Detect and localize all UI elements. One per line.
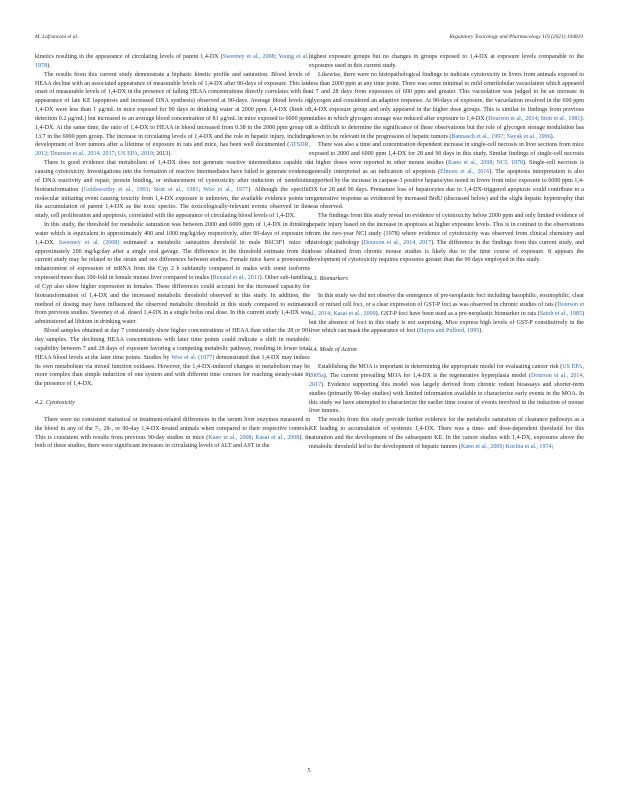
citation-link[interactable]: Nayak et al., 1996 <box>506 133 551 140</box>
paragraph-text: ; <box>274 54 279 60</box>
paragraph-text: ) but the absence of foci in this study is not surprising. Mice express high levels of GST-P constitutively in the liver which can mask the appearance of foci ( <box>309 310 584 335</box>
left-column <box>35 53 310 451</box>
paragraph-text: The results from this study provide further evidence for the metabolic saturation of clearance pathways as a KE leading to accumulation of systemic 1,4-DX. There was a time- and dose-dependent threshold for this saturation and the development of the subsequent KE. In the cancer studies with 1,4-DX, exposures above the metabolic threshold led to the development of hepatic tumors ( <box>309 417 584 450</box>
paragraph-text: demonstrated that 1,4-DX may induce its own metabolism via mixed function oxidases. However, the 1,4-DX-induced changes in metabolism may be more complex than simple induction of one system and with different time courses for reaching steady-state in the presence of 1,4-DX. <box>35 354 310 388</box>
paragraph-text: ). The current prevailing MOA for 1,4-DX is the regenerative hyperplasia model ( <box>323 373 531 379</box>
paragraph <box>35 221 310 327</box>
paragraph <box>35 71 310 159</box>
section-heading: 4.4. Mode of Action <box>309 347 357 354</box>
running-header-journal: Regulatory Toxicology and Pharmacology 119 (2021) 104819 <box>449 34 583 40</box>
right-column <box>309 53 584 452</box>
paragraph-text: ; <box>502 443 506 450</box>
paragraph-text: ). Other sub-families of Cyp also show higher expression in females. These differences could account for the increased capacity for biotransformation of 1,4-DX and the increased metabolic threshold observed in this study. In addition, the method of dosing may have influenced the observed metabolic threshold in this study compared to estimates from previous studies. Sweeney et al. dosed 1,4-DX in a single bolus oral dose. In this current study 1,4-DX was administered ad libitum in drinking water. <box>35 275 310 326</box>
citation-link[interactable]: Sweeney et al., 2008 <box>222 54 275 60</box>
citation-link[interactable]: Kociba et al., 1974 <box>505 443 552 450</box>
citation-link[interactable]: US EPA, 2005a <box>309 364 584 379</box>
citation-link[interactable]: Woo et al. (1977) <box>171 354 215 361</box>
paragraph-text: ). <box>47 62 51 69</box>
paragraph-text: Blood samples obtained at day 7 consistently show higher concentrations of HEAA than either the 28 or 90-day samples. The declining HEAA concentrations with later time points could indicate a shift in metabolic capability between 7 and 28 days of exposure favoring a competing metabolic pathway, resulting in lower total HEAA blood levels at the later time points. Studies by <box>35 328 310 361</box>
citation-link[interactable]: Kasai et al., 2008 <box>255 434 300 441</box>
paragraph-text: ). Evidence supporting this model was largely derived from chronic rodent bioassays and shorter-term studies (primarily 90-day studies) with limited information available to characterize early events in the MOA. In this study we have attempted to characterize the earlier time course of events involved in the induction of mouse liver tumors. <box>309 381 584 415</box>
paragraph-text: ). Although the specific molecular initiating event causing toxicity from 1,4-DX exposure is unknown, the available evidence points to the accumulation of parent 1,4-DX as the toxic species. The toxicologically-relevant events observed in this study, cell proliferation and apoptosis, correlated with the appearance of circulating blood levels of 1,4-DX. <box>35 186 310 220</box>
paragraph-text: In this study we did not observe the emergence of pre-neoplastic foci including basophilic, eosinophilic, clear cell or mixed cell foci, or a clear expression of GST-P foci as was observed in chronic studies of rats ( <box>309 293 584 308</box>
paragraph-text: The results from this current study demonstrate a biphasic kinetic profile and saturation. Blood levels of HEAA decline with an associated appearance of measurable levels of 1,4-DX after 90-days of exposure. This late onset of measurable levels of 1,4-DX in the presence of falling HEAA concentrations directly correlates with the appearance of late KE (apoptosis and increased DNA synthesis) observed at 90-days. Average blood levels of 1,4-DX were less than 1 μg/mL in mice exposed for 90 days in drinking water at 2000 ppm 1,4-DX (limit of detection 0.2 μg/mL) but increased to an average blood concentration of 81 μg/mL in mice exposed to 6000 ppm 1,4-DX. At the same time, the ratio of 1,4-DX to HEAA in blood increased from 0.38 in the 2000 ppm group to 13.7 in the 6000 ppm group. The increase in circulating levels of 1,4-DX and the role in hepatic injury, including development of liver tumors after a lifetime of exposure in rats and mice, has been well documented ( <box>35 71 310 149</box>
paragraph-text: kinetics resulting in the appearance of circulating levels of parent 1,4-DX ( <box>35 54 223 60</box>
page-number: 5 <box>307 768 311 774</box>
paragraph-text: There was also a time and concentration dependent increase in single-cell necrosis in liver sections from mice exposed to 2000 and 6000 ppm 1,4-DX for 28 and 90 days in this study. Similar findings of single-cell necrosis at higher doses were reported in other mouse studies ( <box>309 142 584 167</box>
section-heading: 4.3. Biomarkers <box>309 276 348 283</box>
section-heading: 4.2. Cytotoxicity <box>35 400 75 407</box>
paragraph-text: In this study, the threshold for metabolic saturation was between 2000 and 6000 ppm of 1,4-DX in drinking water which is equivalent to approximately 400 and 1000 mg/kg/day respectively, after 90-days of exposure to 1,4-DX. <box>35 222 310 246</box>
paragraph-text: ). <box>479 328 483 335</box>
paragraph-text: estimated a metabolic saturation threshold in male B6C3F1 mice of approximately 200 mg/kg/day after a single oral gavage. The difference in the threshold estimate from this current study may be related to the strain and sex differences between studies. Female mice have a pronounced enhancement of expression of mRNA from the Cyp 2 b subfamily compared to males with some isoforms expressed more than 100-fold in female mouse liver compared to males ( <box>35 239 310 282</box>
paragraph-text: ). The apoptosis interpretation is also supported by the increase in caspase-3 positive hepatocytes noted in livers from mice exposure to 6000 ppm 1,4-DX for 28 and 90 days. Premature loss of hepatocytes due to 1,4-DX-triggered apoptosis could contribute to a regenerative response as evidenced by increased BrdU (discussed below) and the slight hepatic hypertrophy that was observed. <box>309 168 584 211</box>
running-header-authors: M. Lafranconi et al. <box>35 34 79 40</box>
paragraph-text: ; <box>47 151 51 158</box>
paragraph <box>35 159 310 221</box>
paragraph-text: highest exposure groups but no changes in groups exposed to 1,4-DX at exposure levels comparable to the exposures used in this current study. <box>309 54 584 69</box>
paragraph-text: ; <box>503 133 507 140</box>
paragraph <box>309 53 584 71</box>
paragraph-text: ; <box>551 443 554 450</box>
citation-link[interactable]: Satoh et al., 1985 <box>539 310 582 317</box>
paragraph <box>309 71 584 142</box>
citation-link[interactable]: Kano et al., 2009 <box>460 443 503 450</box>
citation-link[interactable]: Hayes and Pulford, 1995 <box>419 328 480 335</box>
paragraph-text: ). In both of these studies, there were significant increases in circulating levels of ALT and AST in the <box>35 434 310 450</box>
paragraph <box>309 141 584 212</box>
citation-link[interactable]: Stott et al., 1981 <box>153 186 199 193</box>
paragraph <box>35 416 310 451</box>
paragraph-text: ; <box>198 186 204 193</box>
paragraph-text: ). It is difficult to determine the significance of these observations but the role of glycogen storage modulation has shown to be relevant in the progression of hepatic tumors ( <box>309 115 584 140</box>
paragraph-text: ; <box>114 151 118 158</box>
paragraph-text: ). Single-cell necrosis is generally interpreted as an indication of apoptosis ( <box>309 160 584 175</box>
citation-link[interactable]: Sweeney et al. (2008) <box>58 239 120 246</box>
paragraph-text: Likewise, there were no histopathological findings to indicate cytotoxicity in livers from animals exposed to less than 2000 ppm at any time point. There was some minimal to mild centrilobular vacuolation which appeared at 7 and 28 days from exposures of 600 ppm and greater. This vacuolation was judged to be an increase in glycogen and considered an adaptive response. At 90-days of exposure, the vacuolation resolved in the 600 ppm 1,4-DX exposure group and only appeared in the higher dose groups. This is similar to findings from previous studies in which glycogen storage was reduced after exposure to 1,4-DX ( <box>309 71 584 122</box>
citation-link[interactable]: Stott et al., 1981 <box>540 115 581 122</box>
paragraph <box>35 53 310 71</box>
citation-link[interactable]: Kano et al., 2008 <box>448 160 493 167</box>
citation-link[interactable]: Dourson et al., 2014, 2017 <box>309 373 584 388</box>
paragraph-text: There is good evidence that metabolism of 1,4-DX does not generate reactive intermediates capable of causing cytotoxicity. Investigations into the formation of reactive intermediates have failed to generate evidence of DNA reactivity and repair, protein binding, or enhancement of cytotoxicity after induction of xenobiotic biotransformation ( <box>35 160 310 193</box>
paragraph <box>309 292 584 336</box>
paragraph-text: There were no consistent statistical or treatment-related differences in the serum liver enzymes measured in the blood in any of the 7-, 28-, or 90-day 1,4-DX-treated animals when compared to their respective controls. This is consistent with results from previous 90-day studies in mice ( <box>35 416 310 441</box>
paragraph <box>309 363 584 416</box>
citation-link[interactable]: Dourson et al., 2014 <box>488 115 538 122</box>
citation-link[interactable]: Renaud et al., 2011 <box>212 275 260 282</box>
citation-link[interactable]: ATSDR, 2012 <box>35 142 310 158</box>
citation-link[interactable]: Dourson et al., 2014, 2017 <box>50 151 115 158</box>
citation-link[interactable]: Elmore et al., 2016 <box>440 168 490 175</box>
citation-link[interactable]: Kano et al., 2008 <box>208 434 252 441</box>
paragraph-text: ; <box>251 434 256 441</box>
citation-link[interactable]: Young et al., 1978 <box>35 54 310 69</box>
citation-link[interactable]: NCI, 1978 <box>496 160 524 167</box>
paragraph-text: ; 2013). <box>153 151 172 158</box>
citation-link[interactable]: Kasai et al., 2009 <box>333 310 376 317</box>
paragraph-text: ). GST-P foci have been used as a pre-neoplastic biomarker in rats ( <box>375 310 540 317</box>
paragraph <box>35 327 310 389</box>
paragraph <box>309 212 584 265</box>
citation-link[interactable]: Woo et al., 1977 <box>203 186 249 193</box>
paragraph-text: Establishing the MOA is important in determining the appropriate model for evaluating cancer risk ( <box>318 364 563 371</box>
paragraph-text: ; <box>492 160 497 167</box>
paragraph-text: ; <box>330 310 334 317</box>
citation-link[interactable]: US EPA, 2019 <box>117 151 154 158</box>
citation-link[interactable]: Dourson et al., 2014, 2017 <box>363 239 432 246</box>
paragraph-text: The findings from this study reveal no evidence of cytotoxicity below 2000 ppm and only limited evidence of hepatic injury based on the increase in apoptosis at higher exposure levels. This is in contrast to the observations from the two-year NCI study (1978) where evidence of cytotoxicity was observed from clinical chemistry and histologic pathology ( <box>309 213 584 246</box>
citation-link[interactable]: Goldsworthy et al., 1991 <box>83 186 149 193</box>
paragraph-text: ). <box>550 133 555 140</box>
citation-link[interactable]: Dourson et al., 2014 <box>309 301 585 317</box>
citation-link[interactable]: Bannasch et al., 1997 <box>451 133 504 140</box>
paragraph-text: ; <box>148 186 154 193</box>
paragraph-text: ; <box>537 115 541 122</box>
paragraph-text: ). The difference in the findings from this current study, and those obtained from chronic mouse studies is likely due to the time course of exposure. It appears the development of cytotoxicity requires exposures greater than the 90 days employed in this study. <box>309 239 584 264</box>
paragraph <box>309 416 584 451</box>
